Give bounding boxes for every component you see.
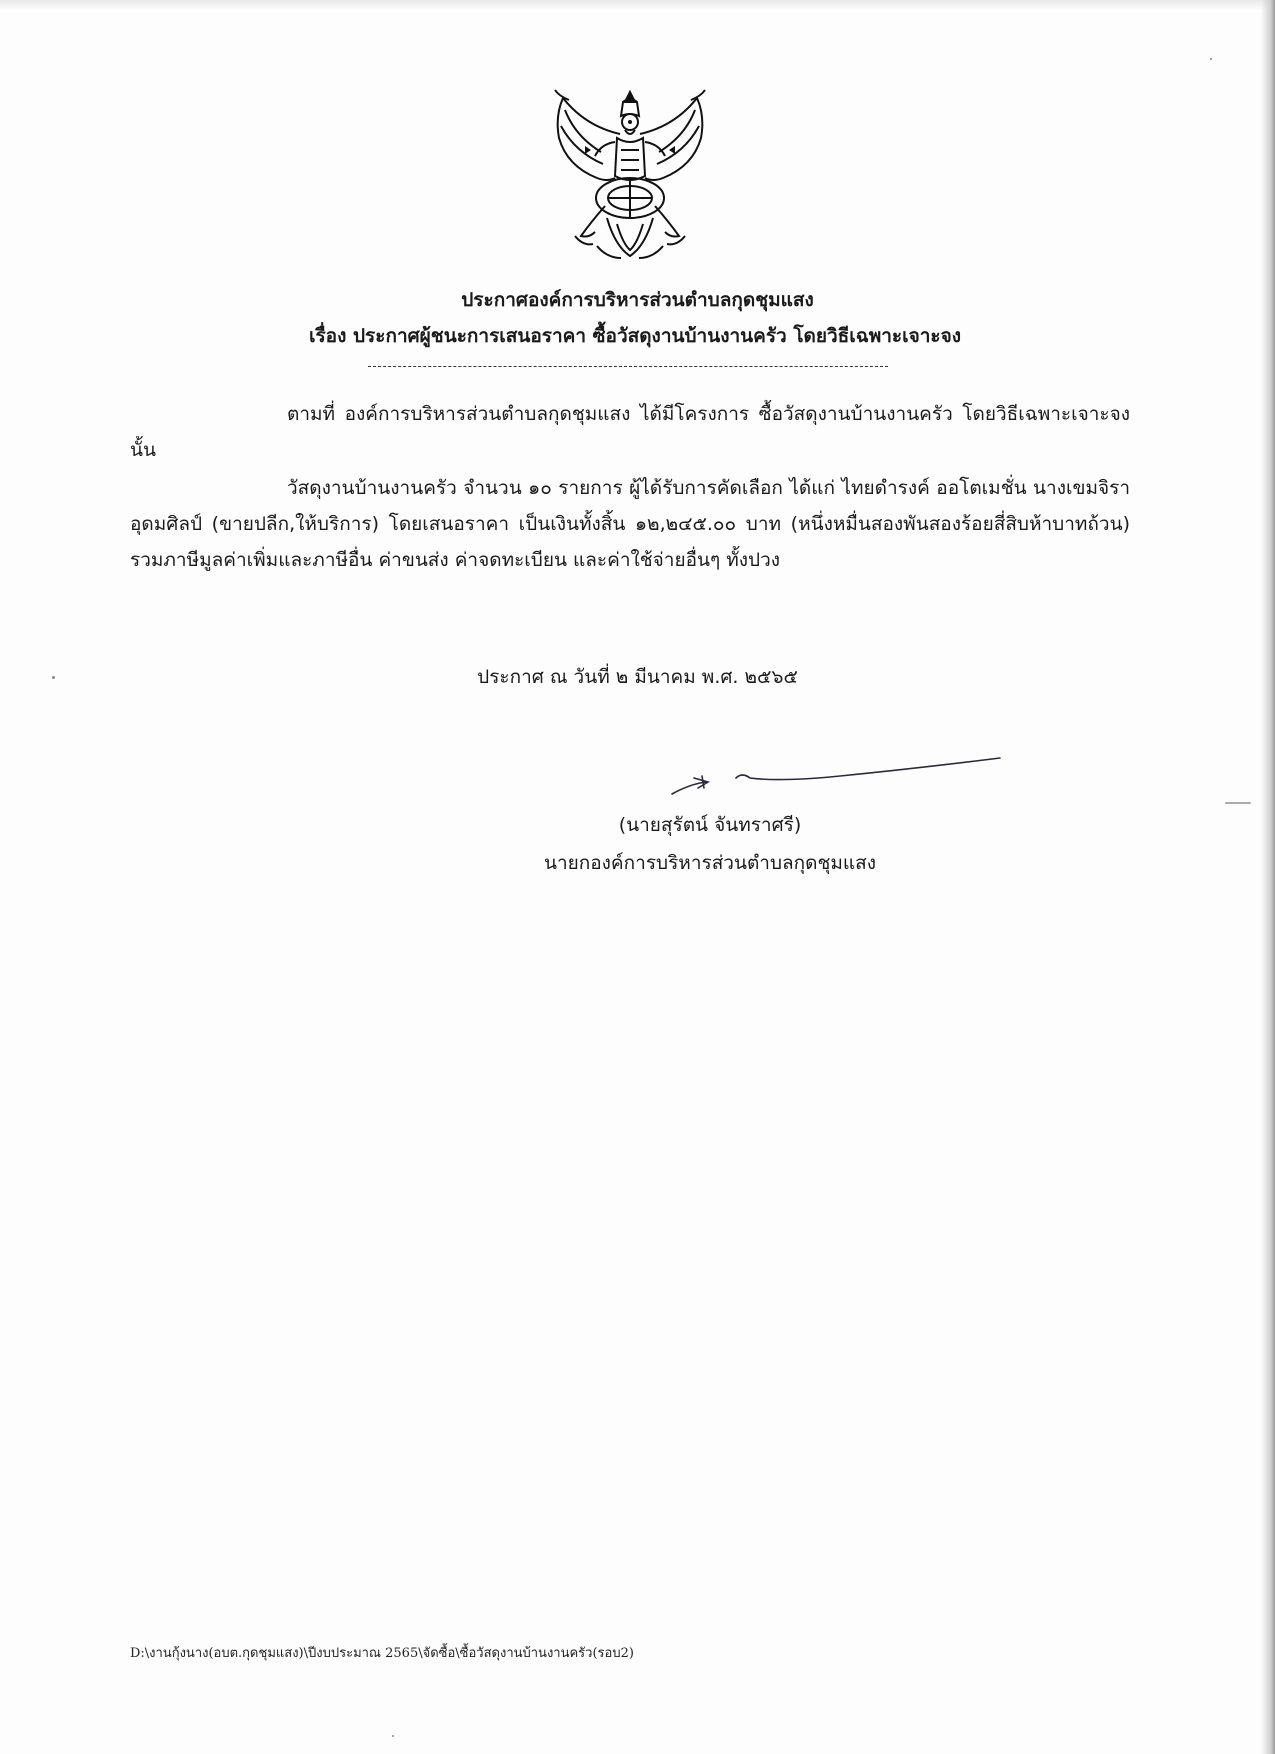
scan-speck <box>1225 802 1251 804</box>
paragraph-intro: ตามที่ องค์การบริหารส่วนตำบลกุดชุมแสง ได้มีโครงการ ซื้อวัสดุงานบ้านงานครัว โดยวิธีเฉพาะเจาะจง นั้น <box>130 403 1130 461</box>
scan-speck <box>392 1735 394 1737</box>
scan-edge-top <box>0 0 1275 10</box>
announce-date: ประกาศ ณ วันที่ ๒ มีนาคม พ.ศ. ๒๕๖๕ <box>477 666 798 688</box>
file-path-footer: D:\งานกุ้งนาง(อบต.กุดชุมแสง)\ปีงบประมาณ 2565\จัดซื้อ\ซื้อวัสดุงานบ้านงานครัว(รอบ2) <box>130 1646 634 1661</box>
scan-speck <box>1210 58 1212 60</box>
handwritten-signature <box>660 748 1010 798</box>
title-divider <box>368 366 888 367</box>
paragraph-winner: วัสดุงานบ้านงานครัว จำนวน ๑๐ รายการ ผู้ได้รับการคัดเลือก ได้แก่ ไทยดำรงค์ ออโตเมชั่น นางเขมจิรา อุดมศิลป์ (ขายปลีก,ให้บริการ) โดยเสนอราคา เป็นเงินทั้งสิ้น ๑๒,๒๔๕.๐๐ บาท (หนึ่งหมื่นสองพันสองร้อยสี่สิบห้าบาทถ้วน) รวมภาษีมูลค่าเพิ่มและภาษีอื่น ค่าขนส่ง ค่าจดทะเบียน และค่าใช้จ่ายอื่นๆ ทั้งปวง <box>130 477 1130 571</box>
signer-name: (นายสุรัตน์ จันทราศรี) <box>618 814 802 836</box>
signer-title: นายกองค์การบริหารส่วนตำบลกุดชุมแสง <box>543 852 877 874</box>
scan-edge-right <box>1261 0 1275 1754</box>
garuda-emblem-icon <box>545 86 715 264</box>
announcement-title: ประกาศองค์การบริหารส่วนตำบลกุดชุมแสง <box>461 289 814 311</box>
announcement-subject: เรื่อง ประกาศผู้ชนะการเสนอราคา ซื้อวัสดุงานบ้านงานครัว โดยวิธีเฉพาะเจาะจง <box>308 325 962 347</box>
scan-speck <box>52 676 55 679</box>
